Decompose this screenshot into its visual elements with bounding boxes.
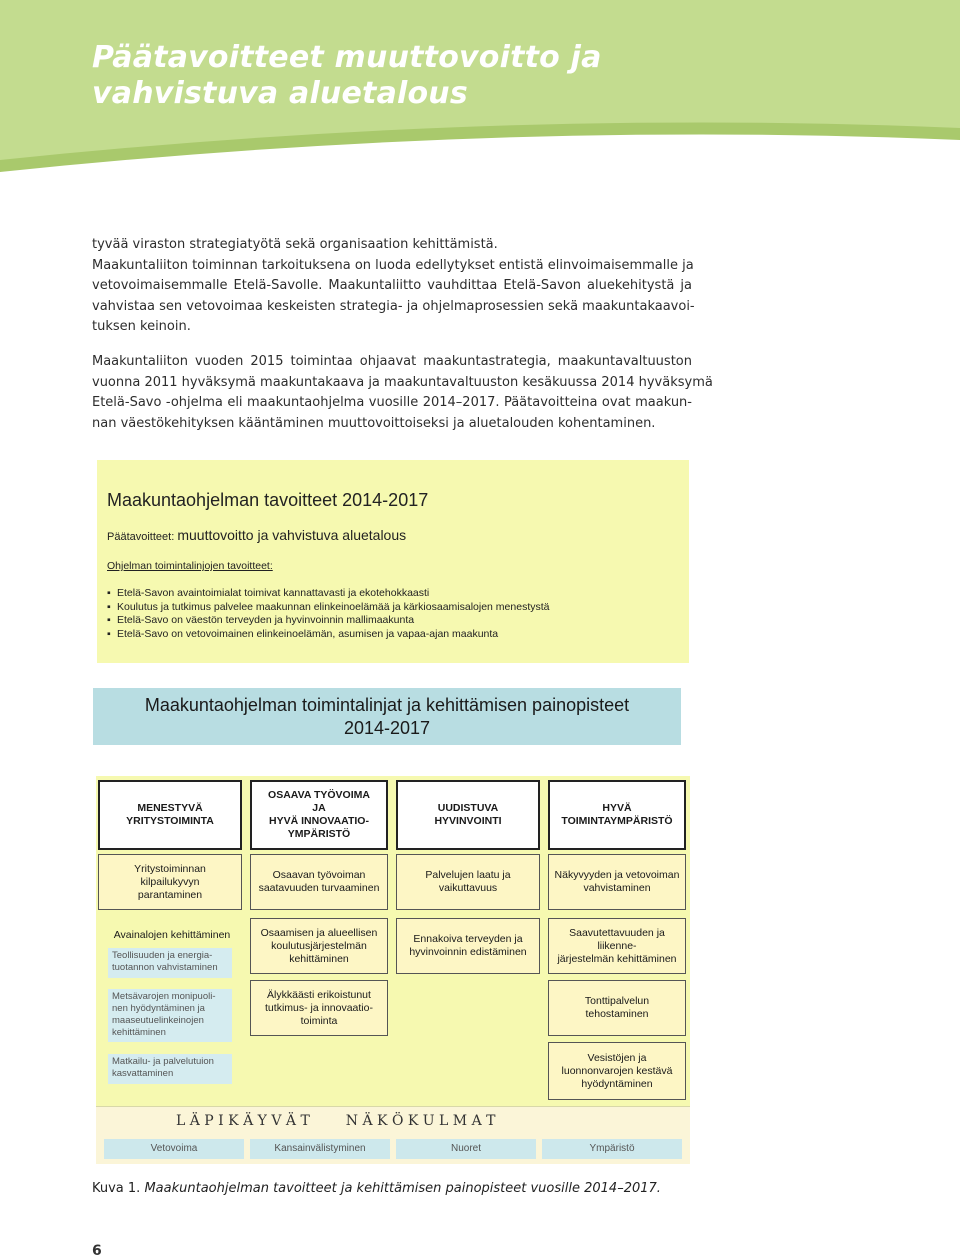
text-line: nan väestökehityksen kääntäminen muuttovoittoiseksi ja aluetalouden kohentaminen. (92, 415, 656, 431)
bullet-icon: ▪ (107, 587, 111, 599)
bullet-icon: ▪ (107, 627, 111, 640)
priorities-diagram (96, 776, 690, 1164)
priorities-heading (93, 688, 681, 745)
goal-box: Yritystoiminnan kilpailukyvyn parantaminen (98, 854, 242, 910)
text-line: tuksen keinoin. (92, 319, 191, 334)
sub-item: Metsävarojen monipuoli- nen hyödyntäminen ja maaseutuelinkeinojen kehittäminen (108, 989, 232, 1042)
text-line: vuonna 2011 hyväksymä maakuntakaava ja maakuntavaltuuston kesäkuussa 2014 hyväksymä (92, 374, 713, 390)
text-line: vahvistaa sen vetovoimaa keskeisten strategia- ja ohjelmaprosessien sekä maakuntakaavoi- (92, 298, 695, 314)
text-line: tyvää viraston strategiatyötä sekä organisaation kehittämistä. (92, 237, 498, 252)
column-heading-environment: HYVÄ TOIMINTAYMPÄRISTÖ (548, 780, 686, 850)
priorities-heading-line-1: Maakuntaohjelman toimintalinjat ja kehittämisen painopisteet (144, 695, 630, 715)
sub-item: Matkailu- ja palvelutuion kasvattaminen (108, 1054, 232, 1084)
column-heading-wellbeing: UUDISTUVA HYVINVOINTI (396, 780, 540, 850)
list-item: ▪ Etelä-Savo on väestön terveyden ja hyvinvoinnin mallimaakunta (107, 614, 415, 626)
list-item: ▪ Koulutus ja tutkimus palvelee maakunnan elinkeinoelämää ja kärkiosaamisalojen menestystä (107, 600, 550, 613)
goals-subheading: Ohjelman toimintalinjojen tavoitteet: (107, 560, 273, 572)
perspective-item: Vetovoima (104, 1139, 244, 1159)
goal-box: Älykkäästi erikoistunut tutkimus- ja innovaatio- toiminta (250, 980, 388, 1036)
page-number: 6 (92, 1243, 102, 1259)
bullet-icon: ▪ (107, 600, 111, 613)
main-goals-label: Päätavoitteet: (107, 531, 178, 543)
list-item: ▪ Etelä-Savon avaintoimialat toimivat kannattavasti ja ekotehokkaasti (107, 587, 430, 599)
goals-title: Maakuntaohjelman tavoitteet 2014-2017 (107, 490, 429, 510)
main-goals (107, 527, 406, 543)
goal-box: Ennakoiva terveyden ja hyvinvoinnin edistäminen (396, 918, 540, 974)
page-title-line-2: vahvistuva aluetalous (92, 76, 468, 111)
list-item: ▪ Etelä-Savo on vetovoimainen elinkeinoelämän, asumisen ja vapaa-ajan maakunta (107, 627, 499, 640)
goal-box: Tonttipalvelun tehostaminen (548, 980, 686, 1036)
goal-box: Näkyvyyden ja vetovoiman vahvistaminen (548, 854, 686, 910)
perspective-item: Kansainvälistyminen (250, 1139, 390, 1159)
goal-box: Osaavan työvoiman saatavuuden turvaaminen (250, 854, 388, 910)
column-heading-workforce: OSAAVA TYÖVOIMA JA HYVÄ INNOVAATIO- YMPÄRISTÖ (250, 780, 388, 850)
cross-cutting-perspectives (96, 1106, 690, 1164)
perspective-item: Nuoret (396, 1139, 536, 1159)
main-goals-value: muuttovoitto ja vahvistuva aluetalous (177, 527, 407, 543)
goal-box: Palvelujen laatu ja vaikuttavuus (396, 854, 540, 910)
text-line: Maakuntaliiton vuoden 2015 toimintaa ohjaavat maakuntastrategia, maakuntavaltuuston (92, 354, 692, 369)
goal-box: Vesistöjen ja luonnonvarojen kestävä hyödyntäminen (548, 1042, 686, 1100)
page-title-line-1: Päätavoitteet muuttovoitto ja (92, 40, 602, 75)
goal-box: Saavutettavuuden ja liikenne- järjestelmän kehittäminen (548, 918, 686, 974)
caption-text: Maakuntaohjelman tavoitteet ja kehittämisen painopisteet vuosille 2014–2017. (144, 1181, 661, 1196)
priorities-heading-line-2: 2014-2017 (343, 718, 431, 738)
perspective-item: Ympäristö (542, 1139, 682, 1159)
text-line: vetovoimaisemmalle Etelä-Savolle. Maakuntaliitto vauhdittaa Etelä-Savon aluekehitystä ja (92, 278, 692, 293)
header-banner (0, 0, 960, 180)
text-line: Maakuntaliiton toiminnan tarkoituksena on luoda edellytykset entistä elinvoimaisemmalle ja (92, 257, 694, 273)
perspectives-title: L Ä P I K Ä Y V Ä T N Ä K Ö K U L M A T (176, 1113, 496, 1129)
goals-list (107, 587, 550, 641)
key-sectors-title: Avainalojen kehittäminen (113, 929, 231, 941)
sub-item: Teollisuuden ja energia- tuotannon vahvistaminen (108, 948, 232, 978)
bullet-icon: ▪ (107, 614, 111, 626)
column-heading-business: MENESTYVÄ YRITYSTOIMINTA (98, 780, 242, 850)
goals-box (97, 460, 689, 663)
caption-label: Kuva 1. (92, 1181, 145, 1196)
text-line: Etelä-Savo -ohjelma eli maakuntaohjelma vuosille 2014–2017. Päätavoitteina ovat maakun- (92, 395, 692, 410)
goal-box: Osaamisen ja alueellisen koulutusjärjestelmän kehittäminen (250, 918, 388, 974)
body-paragraph-2 (92, 352, 713, 434)
body-paragraph-1 (92, 235, 695, 338)
figure-caption (92, 1181, 661, 1196)
